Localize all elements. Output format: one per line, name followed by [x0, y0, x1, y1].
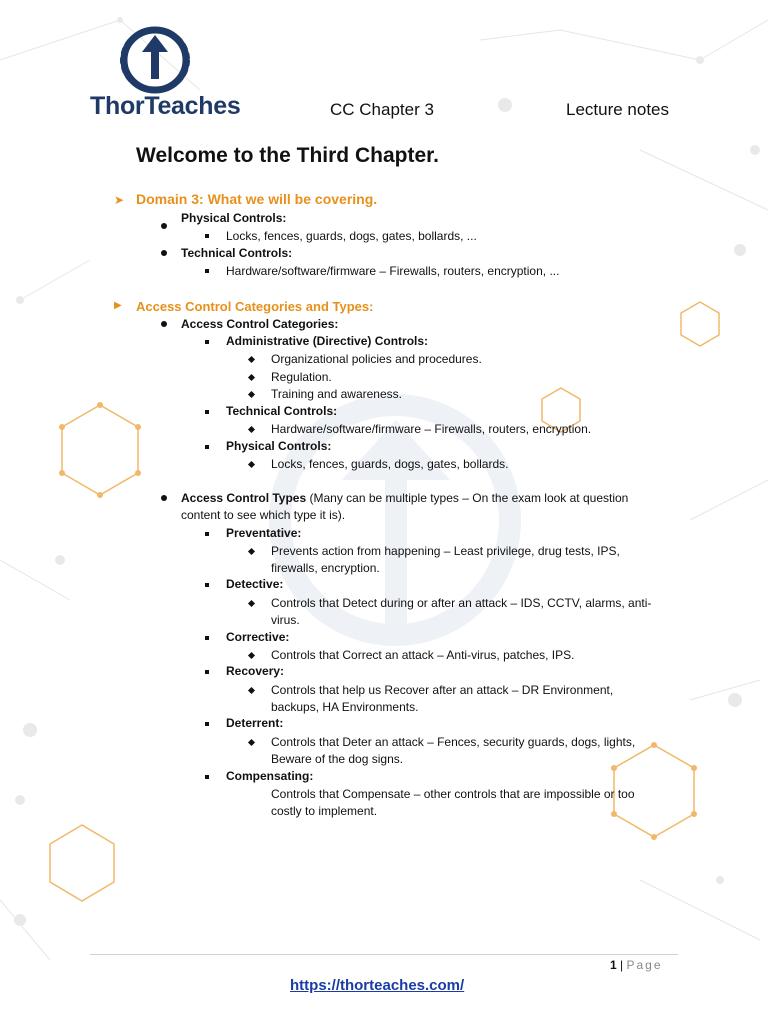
square-bullet-icon — [205, 722, 209, 726]
page-label: Page — [626, 958, 663, 972]
bullet-icon — [161, 250, 167, 256]
chevron-right-icon: ▶ — [114, 300, 122, 311]
page-indicator — [610, 958, 663, 972]
arrow-up-circle-icon — [118, 25, 192, 95]
type-label: Deterrent: — [226, 716, 284, 730]
page-title: Welcome to the Third Chapter. — [136, 144, 439, 167]
type-description: Controls that Compensate – other controls that are impossible or too — [271, 787, 635, 801]
list-item: Hardware/software/firmware – Firewalls, routers, encryption. — [271, 422, 592, 436]
type-description-continued: firewalls, encryption. — [271, 561, 380, 575]
type-label: Compensating: — [226, 769, 314, 783]
type-description: Controls that Correct an attack – Anti-virus, patches, IPS. — [271, 648, 575, 662]
list-item: Access Control Categories: — [181, 317, 339, 331]
type-description: Controls that Detect during or after an attack – IDS, CCTV, alarms, anti- — [271, 596, 652, 610]
bullet-icon — [161, 223, 167, 229]
type-description-continued: Beware of the dog signs. — [271, 752, 404, 766]
chevron-right-icon: ➤ — [114, 193, 125, 207]
bullet-icon — [161, 495, 167, 501]
list-item-types — [181, 490, 628, 507]
square-bullet-icon — [205, 532, 209, 536]
square-bullet-icon — [205, 410, 209, 414]
types-label: Access Control Types — [181, 491, 307, 505]
type-description: Prevents action from happening – Least privilege, drug tests, IPS, — [271, 544, 620, 558]
square-bullet-icon — [205, 445, 209, 449]
list-item: Administrative (Directive) Controls: — [226, 334, 429, 348]
footer-divider — [90, 954, 678, 955]
list-item: Locks, fences, guards, dogs, gates, bollards, ... — [226, 229, 477, 243]
list-item: Technical Controls: — [181, 246, 293, 260]
types-note: (Many can be multiple types – On the exam look at question — [309, 491, 629, 505]
type-description-continued: costly to implement. — [271, 804, 378, 818]
brand-name: ThorTeaches — [90, 92, 241, 120]
section-heading-categories: Access Control Categories and Types: — [136, 299, 374, 314]
type-description-continued: backups, HA Environments. — [271, 700, 419, 714]
type-description-continued: virus. — [271, 613, 300, 627]
type-label: Corrective: — [226, 630, 290, 644]
type-label: Recovery: — [226, 664, 285, 678]
doc-type-label: Lecture notes — [566, 100, 670, 119]
bullet-icon — [161, 321, 167, 327]
square-bullet-icon — [205, 583, 209, 587]
list-item: Physical Controls: — [181, 211, 287, 225]
list-item: Physical Controls: — [226, 439, 332, 453]
list-item: Organizational policies and procedures. — [271, 352, 482, 366]
square-bullet-icon — [205, 636, 209, 640]
page-number: 1 — [610, 958, 617, 972]
type-description: Controls that Deter an attack – Fences, security guards, dogs, lights, — [271, 735, 636, 749]
list-item: Training and awareness. — [271, 387, 402, 401]
types-note-continued: content to see which type it is). — [181, 508, 346, 522]
type-description: Controls that help us Recover after an attack – DR Environment, — [271, 683, 614, 697]
section-heading-domain: Domain 3: What we will be covering. — [136, 191, 378, 207]
square-bullet-icon — [205, 775, 209, 779]
square-bullet-icon — [205, 269, 209, 273]
square-bullet-icon — [205, 670, 209, 674]
list-item: Locks, fences, guards, dogs, gates, bollards. — [271, 457, 509, 471]
page-separator: | — [620, 958, 624, 972]
list-item: Regulation. — [271, 370, 332, 384]
square-bullet-icon — [205, 234, 209, 238]
square-bullet-icon — [205, 340, 209, 344]
type-label: Preventative: — [226, 526, 302, 540]
list-item: Hardware/software/firmware – Firewalls, routers, encryption, ... — [226, 264, 560, 278]
footer-url-link[interactable]: https://thorteaches.com/ — [290, 977, 465, 994]
chapter-label: CC Chapter 3 — [330, 100, 434, 119]
list-item: Technical Controls: — [226, 404, 338, 418]
type-label: Detective: — [226, 577, 284, 591]
